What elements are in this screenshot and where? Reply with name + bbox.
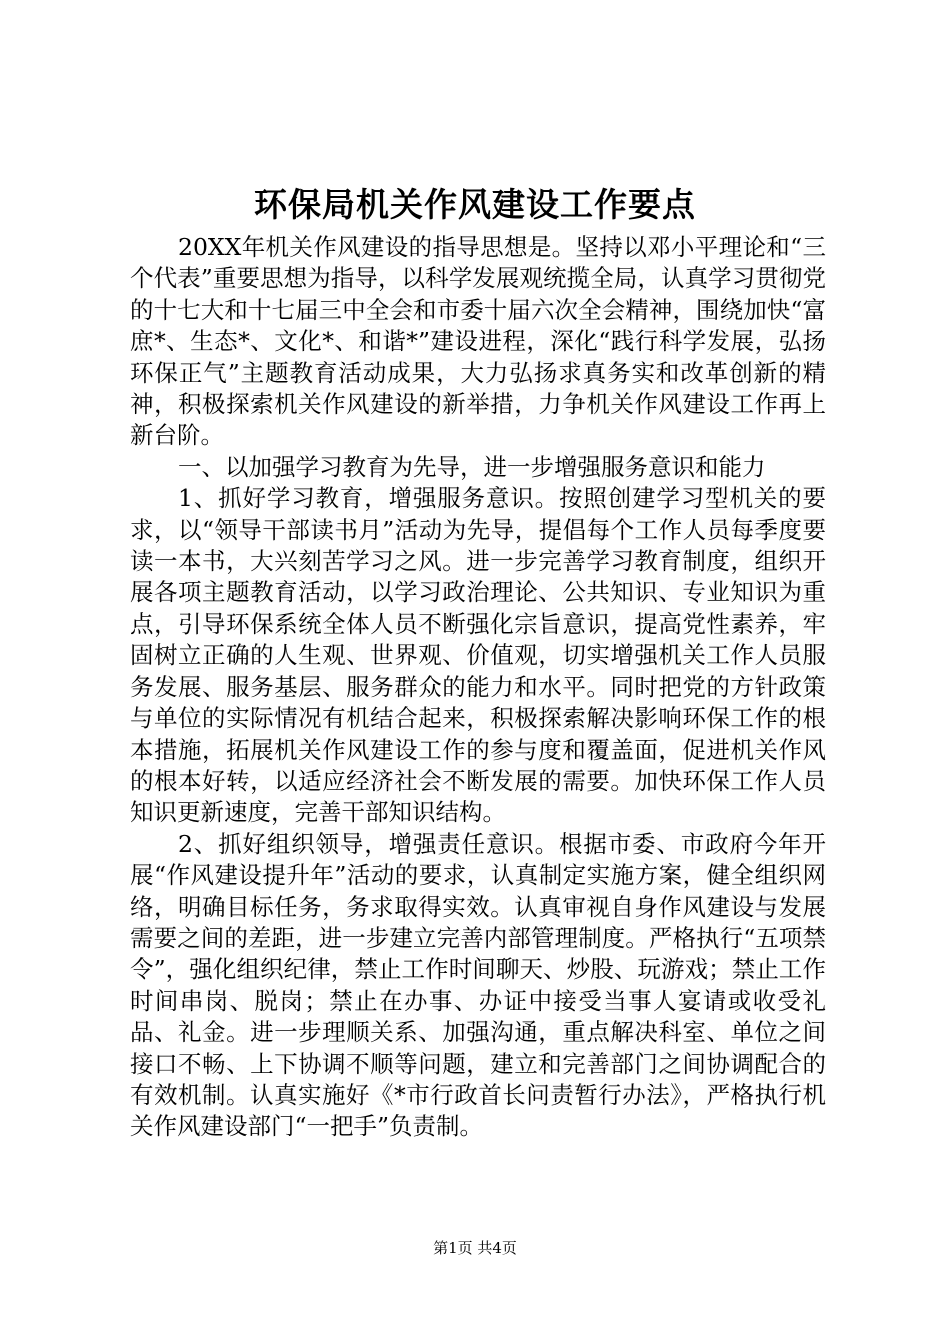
intro-paragraph: 20XX年机关作风建设的指导思想是。坚持以邓小平理论和“三个代表”重要思想为指导，以科学发展观统揽全局，认真学习贯彻党的十七大和十七届三中全会和市委十届六次全会精神，围绕加快“富庶*、生态*、文化*、和谐*”建设进程，深化“践行科学发展，弘扬环保正气”主题教育活动成果，大力弘扬求真务实和改革创新的精神，积极探索机关作风建设的新举措，力争机关作风建设工作再上新台阶。 — [130, 233, 826, 450]
document-body — [130, 232, 826, 1143]
item-2-paragraph: 2、抓好组织领导，增强责任意识。根据市委、市政府今年开展“作风建设提升年”活动的要求，认真制定实施方案，健全组织网络，明确目标任务，务求取得实效。认真审视自身作风建设与发展需要之间的差距，进一步建立完善内部管理制度。严格执行“五项禁令”，强化组织纪律，禁止工作时间聊天、炒股、玩游戏；禁止工作时间串岗、脱岗；禁止在办事、办证中接受当事人宴请或收受礼品、礼金。进一步理顺关系、加强沟通，重点解决科室、单位之间接口不畅、上下协调不顺等问题，建立和完善部门之间协调配合的有效机制。认真实施好《*市行政首长问责暂行办法》，严格执行机关作风建设部门“一把手”负责制。 — [130, 829, 826, 1141]
item-1-paragraph: 1、抓好学习教育，增强服务意识。按照创建学习型机关的要求，以“领导干部读书月”活动为先导，提倡每个工作人员每季度要读一本书，大兴刻苦学习之风。进一步完善学习教育制度，组织开展各项主题教育活动，以学习政治理论、公共知识、专业知识为重点，引导环保系统全体人员不断强化宗旨意识，提高党性素养，牢固树立正确的人生观、世界观、价值观，切实增强机关工作人员服务发展、服务基层、服务群众的能力和水平。同时把党的方针政策与单位的实际情况有机结合起来，积极探索解决影响环保工作的根本措施，拓展机关作风建设工作的参与度和覆盖面，促进机关作风的根本好转，以适应经济社会不断发展的需要。加快环保工作人员知识更新速度，完善干部知识结构。 — [130, 484, 826, 827]
section-heading: 一、以加强学习教育为先导，进一步增强服务意识和能力 — [178, 452, 766, 481]
document-title: 环保局机关作风建设工作要点 — [254, 185, 696, 224]
page-number: 第1页 共4页 — [433, 1239, 517, 1257]
